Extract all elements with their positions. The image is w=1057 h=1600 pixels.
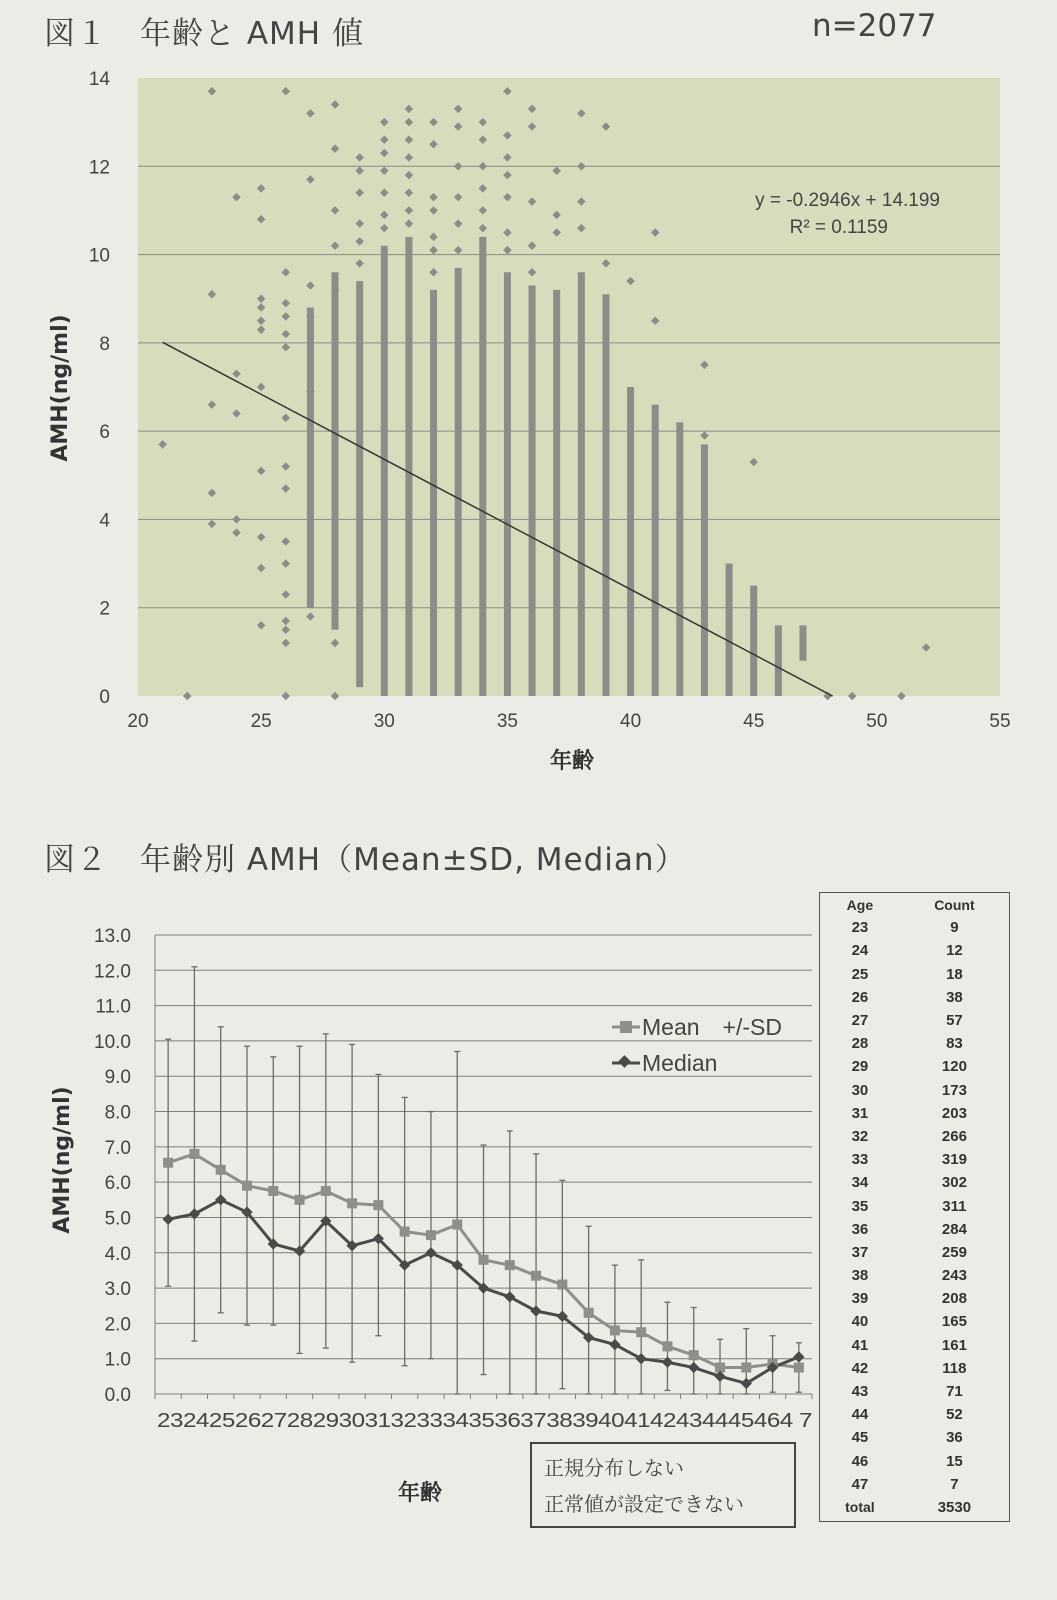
row-age: 23 [851, 919, 869, 937]
scatter-point-column [430, 290, 437, 696]
fig1-x-tick: 20 [127, 711, 149, 732]
table-row [820, 986, 1009, 1009]
row-age: 40 [851, 1313, 869, 1331]
table-row [820, 939, 1009, 962]
mean-point [321, 1186, 331, 1196]
fig2-y-tick: 13.0 [94, 926, 131, 947]
row-age: 46 [851, 1452, 869, 1470]
fig2-legend [612, 1014, 782, 1076]
mean-point [242, 1181, 252, 1191]
row-age: 44 [851, 1406, 869, 1424]
scatter-point-column [479, 237, 486, 696]
table-row [820, 1171, 1009, 1194]
fig2-y-tick: 2.0 [104, 1314, 131, 1336]
fig1-y-tick: 4 [99, 510, 110, 532]
row-age: 39 [851, 1290, 869, 1308]
mean-point [741, 1363, 751, 1373]
scatter-point-column [332, 272, 339, 630]
scatter-point-column [652, 405, 659, 696]
fig2-y-tick: 0.0 [104, 1385, 131, 1406]
fig1-y-tick: 12 [88, 157, 110, 179]
mean-point [557, 1280, 567, 1290]
row-count: 71 [946, 1383, 963, 1401]
fig1-equation: y = -0.2946x + 14.199 [755, 190, 940, 211]
row-count: 311 [942, 1197, 967, 1215]
table-row [820, 1102, 1009, 1125]
row-age: 43 [851, 1383, 869, 1401]
table-row [820, 1357, 1009, 1380]
row-count: 38 [946, 988, 963, 1006]
row-age: 31 [851, 1104, 869, 1122]
median-point [767, 1362, 778, 1373]
fig2-y-tick: 6.0 [104, 1173, 131, 1195]
median-point [373, 1233, 384, 1244]
row-age: 33 [851, 1151, 869, 1169]
table-row [820, 1218, 1009, 1241]
median-point [478, 1282, 489, 1293]
fig2-mean-line [168, 1154, 799, 1368]
row-count: 9 [950, 919, 959, 937]
fig1-x-tick: 50 [866, 711, 888, 732]
fig2-y-tick: 3.0 [104, 1279, 131, 1301]
fig1-x-tick: 30 [373, 711, 395, 732]
median-point [530, 1305, 541, 1316]
median-point [425, 1247, 436, 1258]
fig1-x-tick: 45 [743, 711, 765, 732]
fig2-y-tick: 1.0 [104, 1349, 131, 1371]
median-point [215, 1194, 226, 1205]
scatter-point-column [455, 268, 462, 696]
row-age: 41 [851, 1336, 869, 1354]
mean-point [505, 1260, 515, 1270]
row-age: 25 [851, 965, 869, 983]
row-age: 30 [851, 1081, 869, 1099]
table-header [820, 893, 1009, 916]
scatter-point-column [578, 272, 585, 696]
row-age: 37 [851, 1243, 869, 1261]
fig2-y-tick: 5.0 [104, 1208, 131, 1230]
row-count: 52 [946, 1406, 963, 1424]
row-age: 42 [851, 1359, 869, 1377]
scatter-point-column [307, 308, 314, 608]
median-point [162, 1214, 173, 1225]
scatter-point-column [504, 272, 511, 696]
table-row [820, 1334, 1009, 1357]
table-row [820, 1287, 1009, 1310]
fig1-y-tick: 10 [88, 245, 110, 267]
row-age: 27 [851, 1012, 869, 1030]
median-point [241, 1207, 252, 1218]
table-row [820, 1055, 1009, 1078]
fig1-x-tick: 25 [250, 711, 272, 732]
table-row [820, 1310, 1009, 1333]
row-count: 83 [946, 1035, 963, 1053]
median-point [793, 1351, 804, 1362]
median-point [294, 1245, 305, 1256]
row-age: 38 [851, 1267, 869, 1285]
mean-point [531, 1271, 541, 1281]
mean-point [452, 1220, 462, 1230]
table-row [820, 1426, 1009, 1449]
fig1-title: 図１ 年齢と AMH 値 [44, 16, 364, 52]
table-row [820, 1264, 1009, 1287]
note-box [530, 1442, 796, 1528]
mean-point [479, 1255, 489, 1265]
fig1-x-tick: 40 [620, 711, 642, 732]
scatter-point-column [701, 444, 708, 696]
row-age: 24 [851, 942, 869, 960]
median-point [268, 1238, 279, 1249]
table-row [820, 963, 1009, 986]
fig1-y-tick: 8 [99, 333, 110, 355]
mean-point [373, 1200, 383, 1210]
mean-point [400, 1227, 410, 1237]
row-age: 26 [851, 988, 869, 1006]
row-count: 120 [941, 1058, 967, 1076]
scatter-point-column [356, 281, 363, 687]
scatter-point-column [676, 422, 683, 696]
row-count: 118 [942, 1359, 967, 1377]
median-point [320, 1215, 331, 1226]
total-value: 3530 [937, 1498, 972, 1516]
row-count: 259 [941, 1243, 967, 1261]
row-count: 319 [941, 1151, 967, 1169]
fig1-y-tick: 0 [99, 687, 110, 708]
table-total-row [820, 1496, 1009, 1519]
mean-point [163, 1158, 173, 1168]
legend-median-label: Median [642, 1050, 718, 1076]
table-row [820, 1032, 1009, 1055]
median-point [583, 1332, 594, 1343]
fig1-r2: R² = 0.1159 [789, 217, 888, 238]
fig2-title: 図２ 年齢別 AMH（Mean±SD, Median） [44, 842, 687, 878]
median-point [609, 1339, 620, 1350]
scatter-point-column [381, 246, 388, 696]
fig2-x-tick-labels: 2324252627282930313233343536373839404142434445464 7 [157, 1410, 813, 1432]
row-age: 32 [851, 1127, 869, 1145]
mean-point [610, 1325, 620, 1335]
total-label: total [845, 1499, 875, 1516]
mean-point [689, 1350, 699, 1360]
row-count: 36 [946, 1429, 963, 1447]
median-point [741, 1378, 752, 1389]
age-count-table [819, 892, 1010, 1522]
row-count: 173 [941, 1081, 967, 1099]
scatter-point-column [799, 625, 806, 660]
note-line-2: 正常値が設定できない [544, 1492, 744, 1516]
fig2-y-tick: 10.0 [94, 1031, 131, 1053]
row-age: 36 [851, 1220, 869, 1238]
header-count: Count [934, 896, 975, 913]
fig2-y-tick: 11.0 [95, 996, 131, 1018]
row-count: 243 [941, 1267, 967, 1285]
row-count: 161 [941, 1336, 967, 1354]
table-row [820, 1079, 1009, 1102]
fig1-x-tick: 35 [496, 711, 518, 732]
table-row [820, 1241, 1009, 1264]
row-age: 35 [851, 1197, 869, 1215]
fig1-xlabel: 年齢 [549, 749, 595, 774]
mean-point [636, 1327, 646, 1337]
row-count: 284 [941, 1220, 967, 1238]
median-point [688, 1362, 699, 1373]
median-point [399, 1259, 410, 1270]
mean-point [268, 1186, 278, 1196]
median-point [714, 1371, 725, 1382]
median-point [189, 1208, 200, 1219]
scatter-point-column [775, 625, 782, 696]
row-count: 203 [941, 1104, 967, 1122]
row-count: 18 [946, 965, 963, 983]
fig2-xlabel: 年齢 [397, 1481, 443, 1506]
row-count: 7 [950, 1475, 959, 1493]
mean-point [794, 1363, 804, 1373]
fig2-y-tick: 8.0 [104, 1102, 131, 1124]
fig2-median-line [168, 1200, 799, 1384]
median-point [636, 1353, 647, 1364]
row-count: 15 [946, 1452, 963, 1470]
median-point [662, 1357, 673, 1368]
mean-point [216, 1165, 226, 1175]
row-count: 12 [946, 942, 963, 960]
table-row [820, 1380, 1009, 1403]
scatter-point-column [553, 290, 560, 696]
fig1-y-tick: 14 [88, 69, 110, 90]
row-age: 45 [851, 1429, 869, 1447]
median-point [504, 1291, 515, 1302]
header-age: Age [846, 896, 874, 913]
scatter-point-column [726, 564, 733, 696]
table-row [820, 1194, 1009, 1217]
note-line-1: 正規分布しない [544, 1456, 684, 1480]
legend-mean-label: Mean +/-SD [642, 1014, 782, 1040]
fig1-y-tick: 6 [99, 422, 110, 444]
scatter-point-column [529, 285, 536, 696]
table-row [820, 1125, 1009, 1148]
fig2-y-tick: 7.0 [104, 1137, 131, 1159]
scatter-point-column [602, 294, 609, 696]
row-age: 28 [851, 1035, 869, 1053]
scatter-point-column [750, 586, 757, 696]
mean-point [584, 1308, 594, 1318]
fig1-y-tick: 2 [99, 598, 110, 620]
fig2-y-tick: 12.0 [94, 961, 131, 983]
fig2-y-tick: 9.0 [104, 1067, 131, 1089]
sample-size-label: n=2077 [812, 8, 937, 44]
fig2-y-tick: 4.0 [104, 1243, 131, 1265]
row-count: 302 [941, 1174, 967, 1192]
row-count: 208 [941, 1290, 967, 1308]
row-age: 47 [851, 1475, 869, 1493]
median-point [452, 1259, 463, 1270]
mean-point [189, 1149, 199, 1159]
mean-point [662, 1341, 672, 1351]
row-age: 34 [851, 1174, 869, 1192]
mean-point [295, 1195, 305, 1205]
mean-point [347, 1198, 357, 1208]
fig1-plot-area [138, 78, 1000, 696]
table-row [820, 1148, 1009, 1171]
median-point [346, 1240, 357, 1251]
fig2-ylabel: AMH(ng/ml) [50, 1086, 75, 1234]
row-count: 266 [941, 1127, 967, 1145]
scatter-point-column [405, 237, 412, 696]
table-row [820, 1473, 1009, 1496]
table-row [820, 1403, 1009, 1426]
table-row [820, 916, 1009, 939]
row-count: 57 [946, 1012, 963, 1030]
table-row [820, 1450, 1009, 1473]
table-row [820, 1009, 1009, 1032]
row-age: 29 [851, 1058, 869, 1076]
mean-point [715, 1363, 725, 1373]
row-count: 165 [941, 1313, 967, 1331]
fig1-x-tick: 55 [989, 711, 1011, 732]
mean-point [768, 1359, 778, 1369]
median-point [557, 1311, 568, 1322]
fig1-ylabel: AMH(ng/ml) [48, 314, 73, 462]
mean-point [426, 1230, 436, 1240]
scatter-point-column [627, 387, 634, 696]
